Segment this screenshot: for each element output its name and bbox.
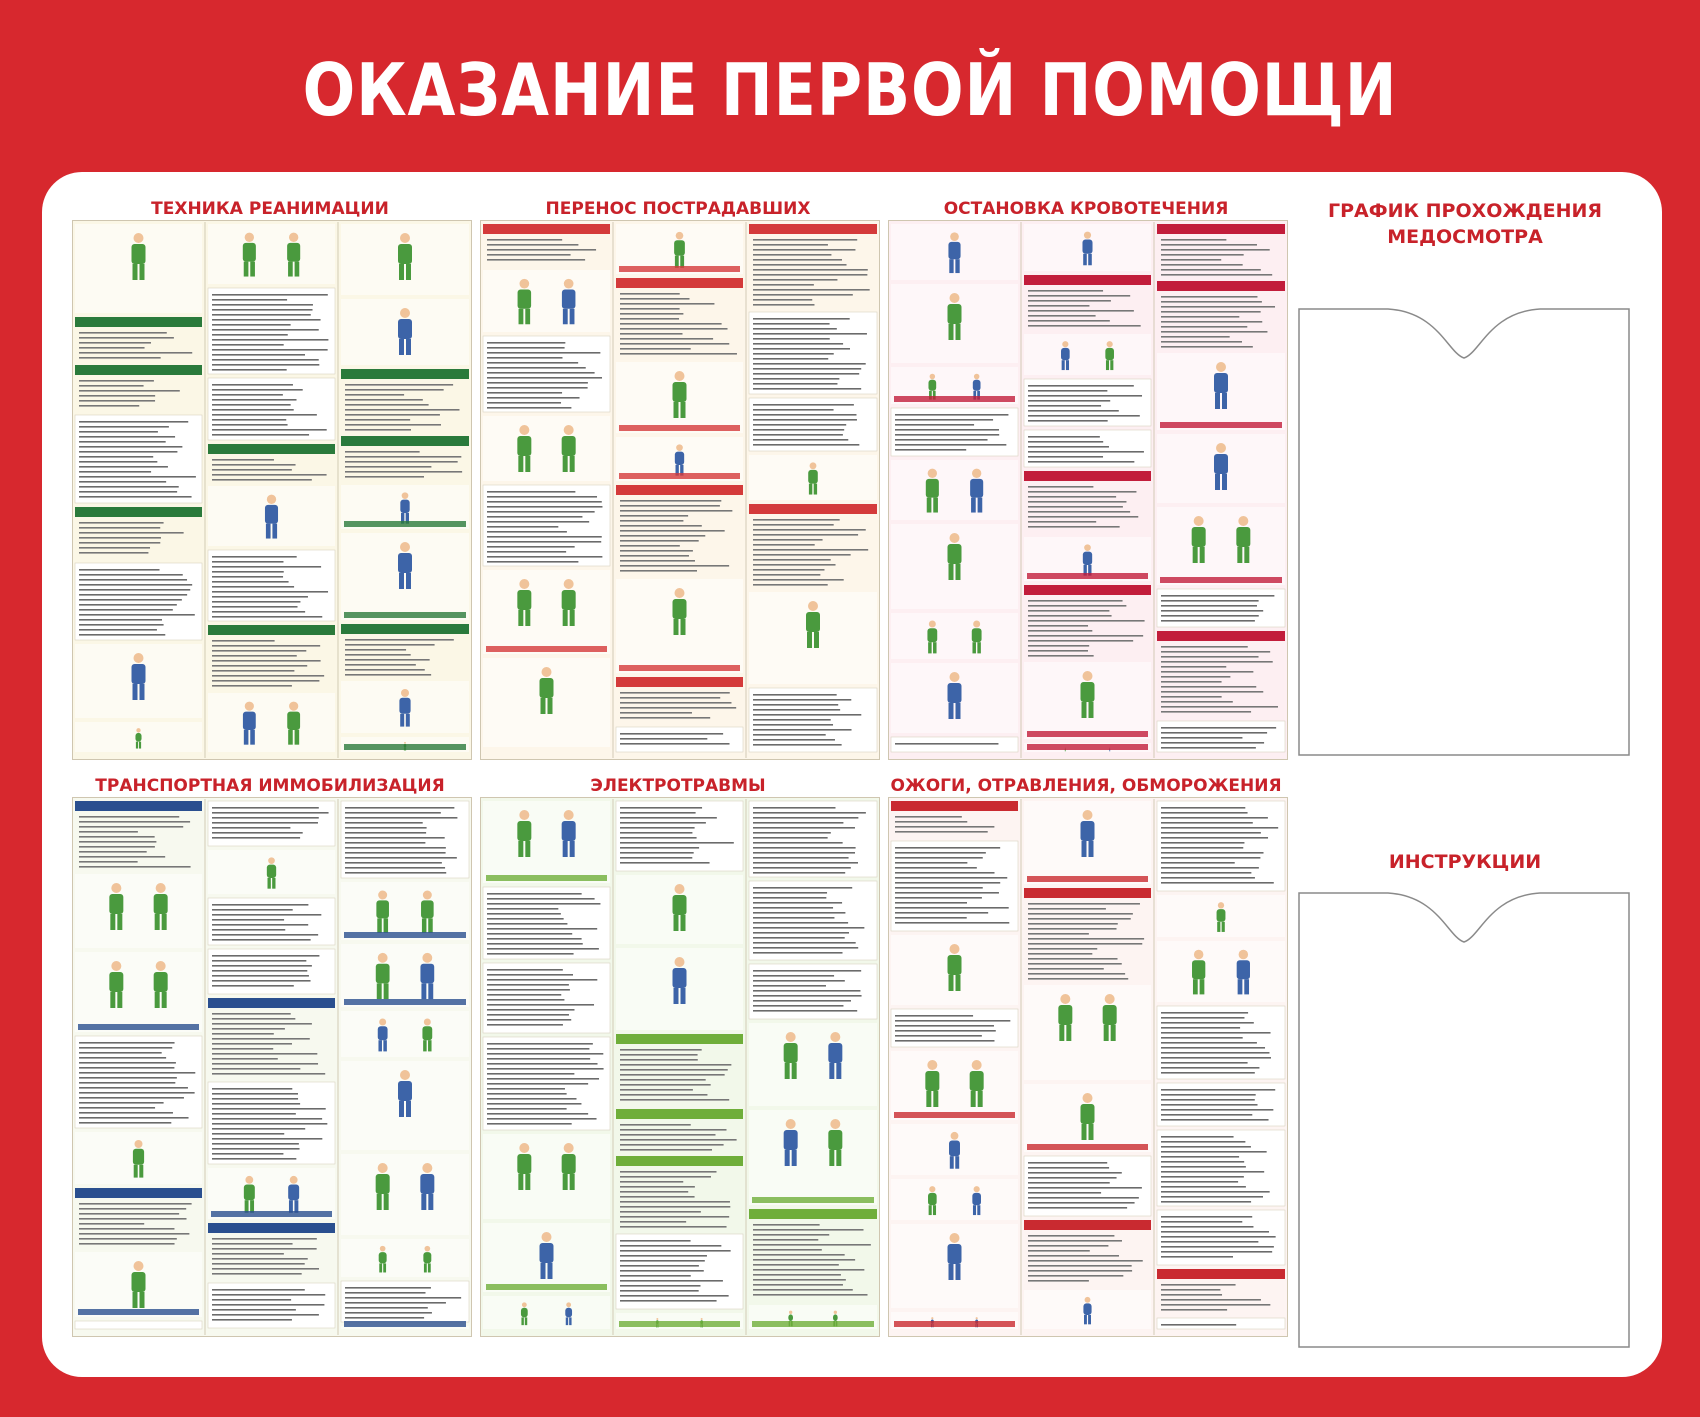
poster-panel [616,948,743,1030]
poster-panel [891,367,1018,404]
poster-panel [891,1124,1018,1175]
poster-panel [75,1321,202,1329]
poster-panel [616,437,743,481]
poster-panel [616,727,743,752]
poster-panel [341,436,469,478]
poster-panel [891,737,1018,752]
poster-panel [1024,334,1151,375]
poster-panel [1024,662,1151,739]
poster-panel [891,1051,1018,1120]
poster-panel [1024,801,1151,884]
poster-panel [208,1168,335,1219]
poster-panel [891,613,1018,659]
poster-panel [1024,379,1151,426]
poster-panel [891,935,1018,1005]
poster-bleeding [888,220,1288,760]
poster-panel [1024,743,1151,752]
poster-panel [1024,224,1151,271]
poster-panel [208,898,335,945]
document-pocket-medcheck[interactable] [1298,308,1630,756]
poster-panel [891,841,1018,931]
pocket-title-medcheck [1300,198,1630,250]
poster-panel [749,801,877,877]
poster-panel [341,1061,469,1150]
poster-panel [1024,430,1151,467]
poster-panel [75,644,202,718]
poster-burns [888,797,1288,1337]
poster-panel [616,579,743,673]
poster-panel [483,416,610,481]
poster-panel [1157,1130,1285,1206]
poster-panel [208,224,335,284]
poster-panel [483,336,610,412]
poster-panel [1024,1084,1151,1152]
poster-panel [75,874,202,948]
poster-panel [208,378,335,440]
poster-panel [749,881,877,960]
poster-panel [749,1110,877,1205]
poster-panel [208,288,335,374]
poster-panel [1157,507,1285,585]
poster-panel [341,299,469,365]
poster-panel [616,875,743,944]
poster-panel [1157,1318,1285,1329]
poster-panel [341,944,469,1007]
poster-panel [208,1283,335,1328]
poster-reanimation [72,220,472,760]
section-title-bleeding: ОСТАНОВКА КРОВОТЕЧЕНИЯ [943,199,1229,219]
poster-panel [1157,895,1285,937]
poster-panel [341,533,469,620]
poster-transport [480,220,880,760]
poster-panel [483,1223,610,1292]
poster-panel [75,952,202,1032]
poster-panel [483,1134,610,1219]
poster-panel [208,550,335,621]
poster-panel [483,485,610,566]
poster-immobilization [72,797,472,1337]
poster-panel [1157,1006,1285,1079]
poster-panel [1157,801,1285,891]
poster-panel [616,362,743,433]
poster-panel [75,722,202,752]
poster-panel [208,850,335,894]
poster-panel [1157,1083,1285,1126]
poster-panel [341,681,469,733]
poster-panel [208,693,335,752]
poster-panel [75,1252,202,1317]
poster-electro [480,797,880,1337]
poster-panel [341,1281,469,1322]
poster-panel [891,1179,1018,1220]
poster-panel [75,415,202,503]
pocket-title-instructions: ИНСТРУКЦИИ [1388,851,1542,873]
poster-panel [749,1305,877,1329]
poster-panel [75,563,202,640]
poster-panel [1157,353,1285,430]
poster-panel [483,1037,610,1130]
poster-panel [891,1224,1018,1308]
poster-panel [341,737,469,752]
poster-panel [75,1132,202,1184]
poster-panel [208,486,335,546]
section-title-reanimation: ТЕХНИКА РЕАНИМАЦИИ [151,199,389,219]
poster-panel [891,663,1018,733]
poster-panel [1157,721,1285,752]
stand-title: ОКАЗАНИЕ ПЕРВОЙ ПОМОЩИ [302,48,1398,132]
poster-panel [749,455,877,500]
poster-panel [749,964,877,1019]
section-title-immobilization: ТРАНСПОРТНАЯ ИММОБИЛИЗАЦИЯ [95,776,445,796]
poster-panel [1157,589,1285,627]
poster-panel [891,284,1018,363]
poster-panel [75,1036,202,1128]
poster-panel [616,1234,743,1309]
poster-panel [749,312,877,394]
poster-panel [616,801,743,871]
poster-panel [208,801,335,846]
poster-panel [483,658,610,747]
pocket-title-line1: ГРАФИК ПРОХОЖДЕНИЯ [1328,200,1602,222]
poster-panel [891,524,1018,609]
poster-panel [341,1154,469,1235]
poster-panel [1157,1210,1285,1265]
poster-panel [341,1011,469,1057]
poster-panel [891,408,1018,456]
pocket-title-line2: МЕДОСМОТРА [1387,226,1543,248]
poster-panel [891,224,1018,280]
poster-panel [208,1082,335,1164]
poster-panel [891,460,1018,520]
poster-panel [341,882,469,940]
poster-panel [483,963,610,1033]
poster-panel [1024,1156,1151,1216]
poster-panel [616,1313,743,1329]
poster-panel [483,270,610,332]
poster-panel [341,485,469,529]
poster-panel [616,224,743,274]
section-title-electro: ЭЛЕКТРОТРАВМЫ [590,776,766,796]
poster-panel [483,801,610,883]
poster-panel [749,688,877,752]
poster-panel [483,1296,610,1329]
poster-panel [75,224,202,313]
poster-panel [749,592,877,684]
poster-panel [341,224,469,295]
poster-panel [208,949,335,994]
poster-panel [341,801,469,878]
poster-panel [1157,941,1285,1002]
poster-panel [891,1009,1018,1047]
poster-panel [483,887,610,959]
document-pocket-instructions[interactable] [1298,892,1630,1348]
section-title-transport: ПЕРЕНОС ПОСТРАДАВШИХ [545,199,811,219]
poster-panel [1024,537,1151,581]
poster-panel [341,1321,469,1329]
section-title-burns: ОЖОГИ, ОТРАВЛЕНИЯ, ОБМОРОЖЕНИЯ [890,776,1282,796]
poster-panel [749,398,877,451]
poster-panel [891,1312,1018,1329]
poster-panel [1157,434,1285,503]
poster-panel [341,1239,469,1277]
poster-panel [1024,1290,1151,1329]
poster-panel [749,1023,877,1106]
poster-panel [483,570,610,654]
poster-panel [1024,985,1151,1080]
